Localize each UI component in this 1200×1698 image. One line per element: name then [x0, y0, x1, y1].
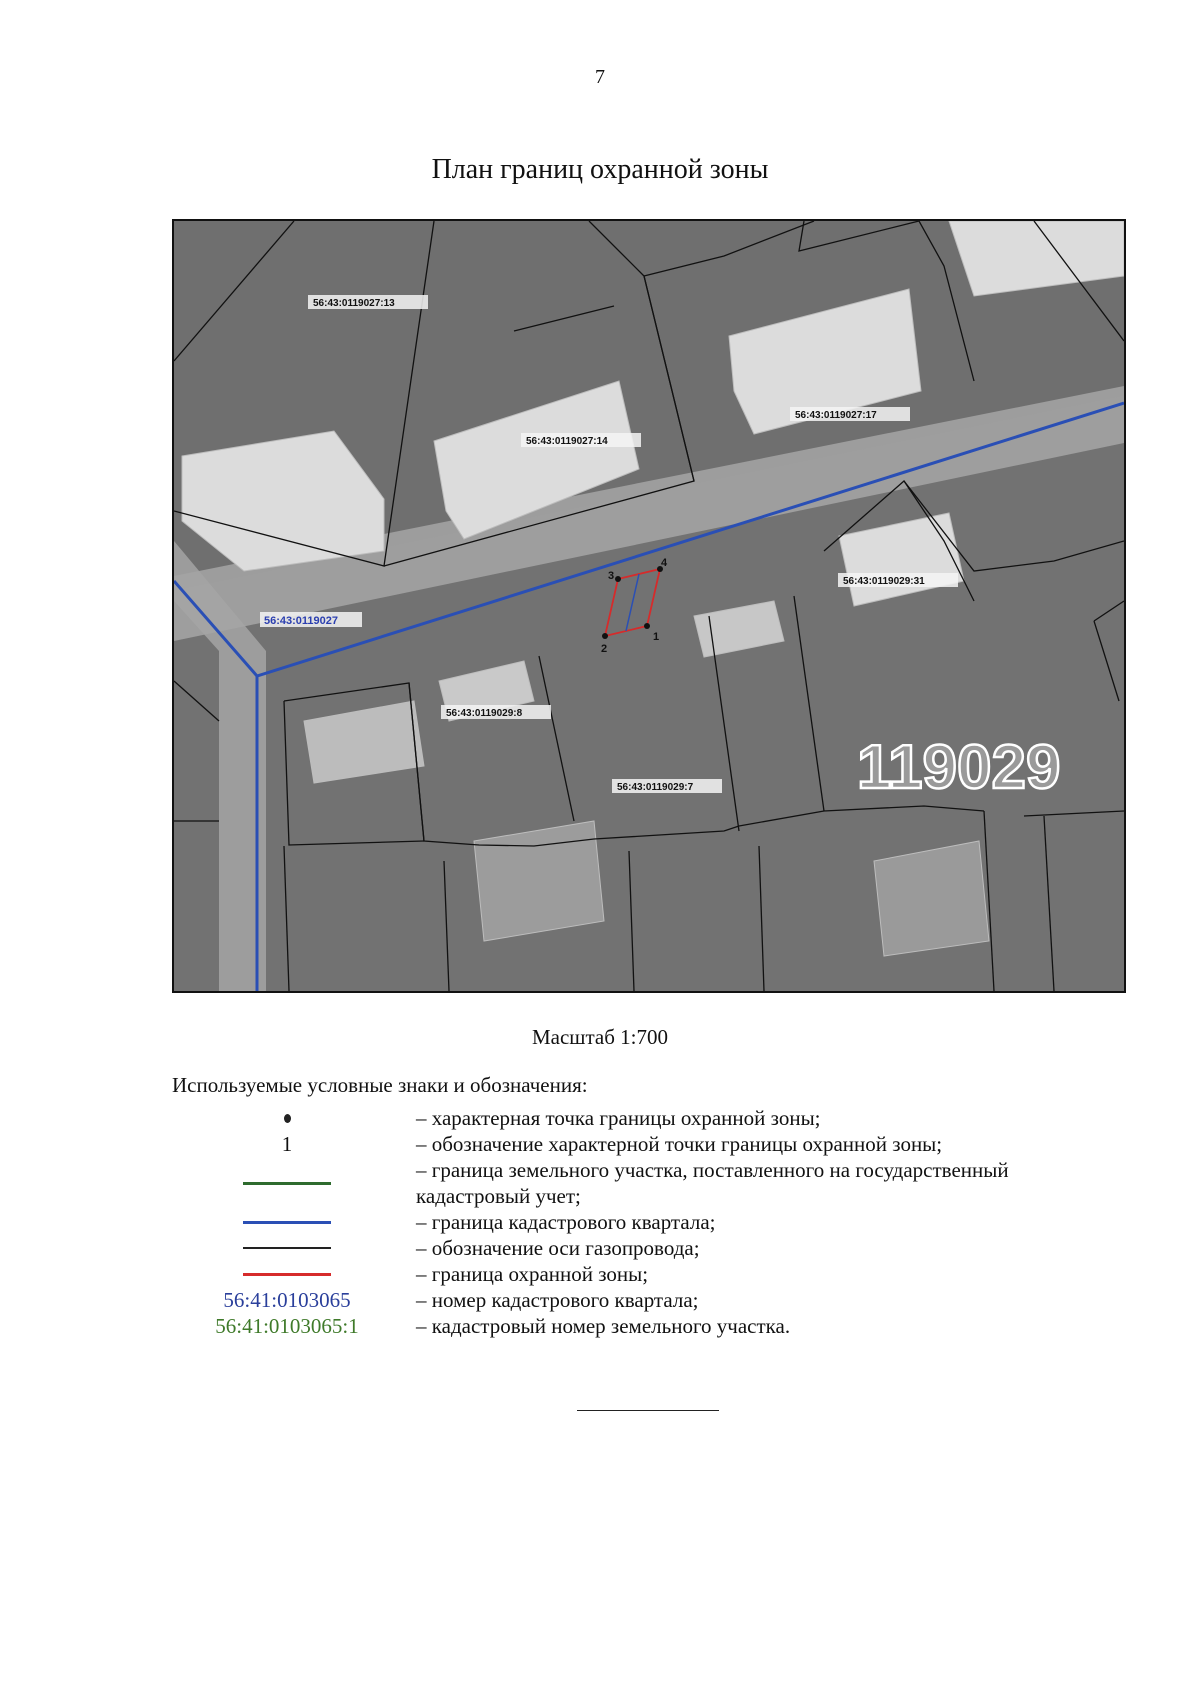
legend-symbol — [172, 1170, 402, 1196]
parcel-label-7: 56:43:0119029:7 — [617, 782, 694, 793]
zone-point-2 — [602, 633, 608, 639]
legend-symbol — [172, 1287, 402, 1313]
parcel-label-31: 56:43:0119029:31 — [843, 576, 925, 587]
legend-symbol-text: 56:41:0103065:1 — [215, 1313, 359, 1338]
legend-text: – обозначение оси газопровода; — [416, 1236, 700, 1260]
legend-symbol — [172, 1261, 402, 1287]
legend-symbol — [172, 1105, 402, 1131]
point-label-1: 1 — [653, 631, 660, 643]
legend-text: – обозначение характерной точки границы охранной зоны; — [416, 1132, 943, 1156]
legend-item-point — [172, 1105, 1122, 1131]
end-divider — [577, 1410, 719, 1411]
green-line-icon — [243, 1182, 331, 1185]
building-9 — [474, 821, 604, 941]
legend-item-point-label — [172, 1131, 1122, 1157]
legend-item-quarter-number — [172, 1287, 1122, 1313]
point-dot-icon — [284, 1114, 291, 1123]
map-scale: Масштаб 1:700 — [531, 1025, 668, 1049]
legend-symbol — [172, 1131, 402, 1157]
legend-symbol — [172, 1209, 402, 1235]
legend-text: – граница земельного участка, поставленного на государственный кадастровый учет; — [416, 1158, 1009, 1208]
legend-item-zone-boundary — [172, 1261, 1122, 1287]
building-10 — [874, 841, 989, 956]
big-quarter-number: 119029 — [857, 733, 1061, 802]
point-label-3: 3 — [608, 570, 615, 582]
legend-text: – граница охранной зоны; — [416, 1262, 649, 1286]
blue-line-icon — [243, 1221, 331, 1224]
page-title: План границ охранной зоны — [431, 154, 769, 185]
legend-item-parcel-boundary — [172, 1157, 1122, 1209]
map-canvas — [174, 221, 1124, 991]
parcel-label-17: 56:43:0119027:17 — [795, 410, 877, 421]
legend-symbol-text: 56:41:0103065 — [223, 1287, 351, 1312]
legend-item-quarter-boundary — [172, 1209, 1122, 1235]
legend-item-parcel-number — [172, 1313, 1122, 1339]
zone-point-1 — [644, 623, 650, 629]
quarter-label: 56:43:0119027 — [264, 615, 339, 627]
parcel-label-14: 56:43:0119027:14 — [526, 436, 608, 447]
point-label-2: 2 — [601, 643, 608, 655]
legend-title: Используемые условные знаки и обозначения: — [172, 1073, 588, 1097]
zone-point-3 — [615, 576, 621, 582]
parcel-label-8: 56:43:0119029:8 — [446, 708, 523, 719]
black-line-icon — [243, 1247, 331, 1249]
legend-text: – кадастровый номер земельного участка. — [416, 1314, 791, 1338]
legend-symbol-text: 1 — [281, 1131, 293, 1156]
page-number: 7 — [595, 66, 605, 88]
red-line-icon — [243, 1273, 331, 1276]
legend-item-gas-axis — [172, 1235, 1122, 1261]
point-label-4: 4 — [661, 557, 668, 569]
parcel-label-13: 56:43:0119027:13 — [313, 298, 395, 309]
side-street — [219, 651, 266, 991]
legend-text: – граница кадастрового квартала; — [416, 1210, 716, 1234]
legend-symbol — [172, 1313, 402, 1339]
legend-text: – характерная точка границы охранной зоны; — [416, 1106, 821, 1130]
legend-symbol — [172, 1235, 402, 1261]
cadastral-map[interactable] — [172, 219, 1126, 993]
legend-text: – номер кадастрового квартала; — [416, 1288, 699, 1312]
